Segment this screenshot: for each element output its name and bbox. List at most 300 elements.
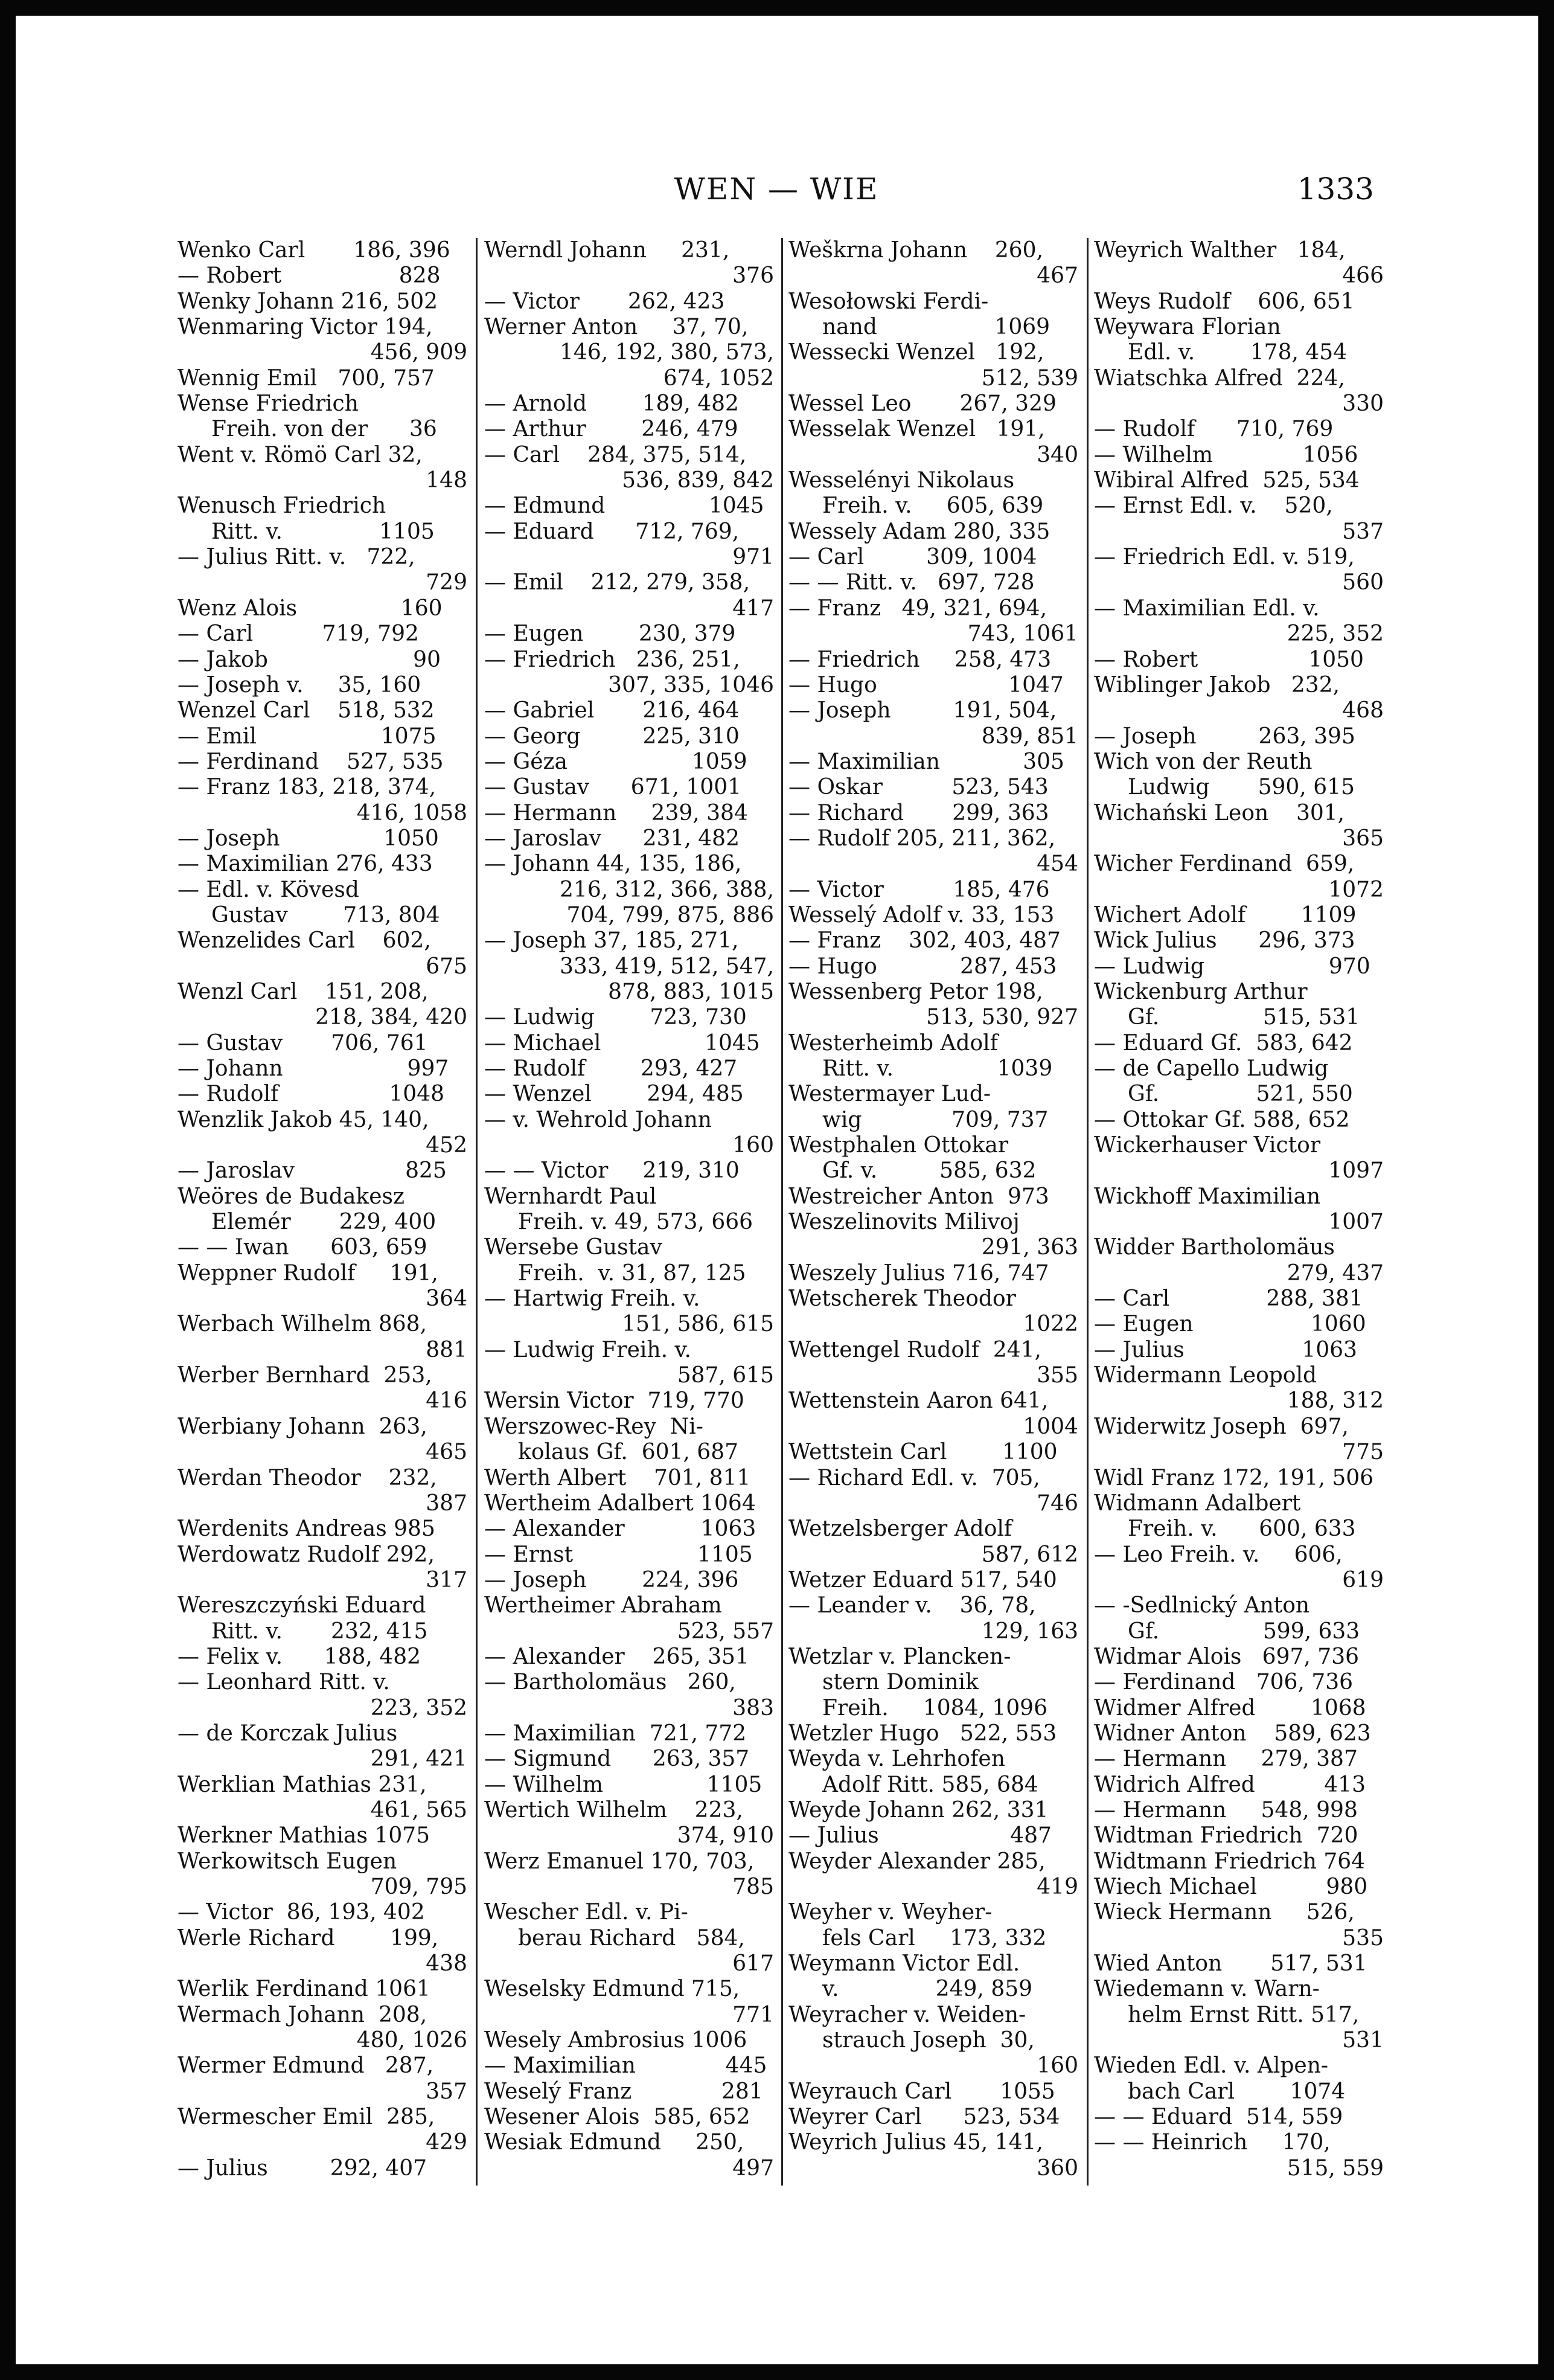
index-entry-line: bach Carl 1074 xyxy=(1128,2079,1346,2104)
index-entry-line: Wettenstein Aaron 641, xyxy=(788,1388,1049,1414)
index-entry-line: Weöres de Budakesz xyxy=(177,1184,404,1209)
index-entry-line: 704, 799, 875, 886 xyxy=(566,902,774,928)
index-entry-line: Werdenits Andreas 985 xyxy=(177,1516,435,1542)
index-entry-line: — Hermann 239, 384 xyxy=(484,800,748,826)
index-entry-line: 467 xyxy=(1037,263,1078,289)
index-entry-line: Widtmann Friedrich 764 xyxy=(1094,1849,1366,1874)
index-entry-line: 515, 559 xyxy=(1287,2155,1384,2181)
index-entry-line: — -Sedlnický Anton xyxy=(1094,1593,1310,1618)
index-entry-line: 416 xyxy=(426,1388,467,1414)
index-entry-line: Weszelinovits Milivoj xyxy=(788,1210,1020,1235)
index-entry-line: 709, 795 xyxy=(370,1875,467,1899)
index-entry-line: 1004 xyxy=(1023,1414,1078,1439)
index-entry-line: — v. Wehrold Johann xyxy=(484,1107,712,1132)
index-entry-line: Weywara Florian xyxy=(1094,315,1281,340)
index-entry-line: 383 xyxy=(732,1695,774,1721)
index-entry-line: 279, 437 xyxy=(1287,1260,1384,1286)
index-entry-line: 148 xyxy=(426,468,467,493)
index-entry-line: — — Heinrich 170, xyxy=(1094,2130,1331,2155)
index-entry-line: Widtman Friedrich 720 xyxy=(1094,1823,1358,1849)
index-entry-line: 743, 1061 xyxy=(967,621,1078,647)
index-entry-line: Weselý Franz 281 xyxy=(484,2079,763,2104)
index-entry-line: fels Carl 173, 332 xyxy=(822,1925,1047,1951)
index-entry-line: Wertich Wilhelm 223, xyxy=(484,1797,743,1823)
index-entry-line: — Joseph 224, 396 xyxy=(484,1567,739,1593)
index-entry-line: Werbiany Johann 263, xyxy=(177,1414,427,1439)
index-entry-line: Weškrna Johann 260, xyxy=(788,238,1044,263)
index-entry-line: — Victor 86, 193, 402 xyxy=(177,1900,425,1925)
index-entry-line: Wernhardt Paul xyxy=(484,1184,657,1209)
index-entry-line: — Hermann 279, 387 xyxy=(1094,1747,1358,1772)
index-entry-line: — Gabriel 216, 464 xyxy=(484,698,740,723)
index-entry-line: — Julius 487 xyxy=(788,1823,1052,1849)
index-entry-line: Weselsky Edmund 715, xyxy=(484,1977,740,2002)
index-entry-line: — Julius Ritt. v. 722, xyxy=(177,545,415,570)
index-entry-line: Werdan Theodor 232, xyxy=(177,1465,437,1490)
column-divider xyxy=(1087,238,1089,2186)
index-entry-line: — Rudolf 205, 211, 362, xyxy=(788,826,1056,851)
index-entry-line: Freih. v. 31, 87, 125 xyxy=(518,1260,746,1286)
index-entry-line: Adolf Ritt. 585, 684 xyxy=(822,1772,1038,1797)
index-entry-line: — Hermann 548, 998 xyxy=(1094,1797,1358,1823)
index-entry-line: — Ottokar Gf. 588, 652 xyxy=(1094,1107,1350,1132)
index-entry-line: — Johann 997 xyxy=(177,1056,449,1081)
index-column-4 xyxy=(1094,238,1384,2186)
index-entry-line: 537 xyxy=(1342,519,1384,544)
index-entry-line: 523, 557 xyxy=(677,1618,774,1644)
index-entry-line: Westreicher Anton 973 xyxy=(788,1184,1049,1209)
index-entry-line: — Ferdinand 527, 535 xyxy=(177,749,444,774)
index-entry-line: Wenko Carl 186, 396 xyxy=(177,238,450,263)
index-entry-line: — Friedrich Edl. v. 519, xyxy=(1094,545,1355,570)
index-entry-line: Wicher Ferdinand 659, xyxy=(1094,852,1355,877)
index-entry-line: — Ferdinand 706, 736 xyxy=(1094,1670,1354,1695)
index-entry-line: 330 xyxy=(1342,391,1384,417)
index-entry-line: Weyrauch Carl 1055 xyxy=(788,2079,1055,2104)
index-entry-line: — Friedrich 236, 251, xyxy=(484,647,740,672)
index-entry-line: Westphalen Ottokar xyxy=(788,1133,1009,1158)
index-entry-line: 881 xyxy=(426,1337,467,1362)
index-entry-line: — Sigmund 263, 357 xyxy=(484,1747,750,1772)
index-entry-line: — Jakob 90 xyxy=(177,647,441,672)
index-entry-line: 674, 1052 xyxy=(663,365,774,391)
index-entry-line: — — Eduard 514, 559 xyxy=(1094,2105,1343,2130)
index-entry-line: Wertheimer Abraham xyxy=(484,1593,722,1618)
index-entry-line: Wetzler Hugo 522, 553 xyxy=(788,1721,1057,1746)
index-entry-line: Wescher Edl. v. Pi- xyxy=(484,1900,688,1925)
index-entry-line: 617 xyxy=(732,1951,774,1977)
index-entry-line: 839, 851 xyxy=(981,723,1078,749)
index-entry-line: Wieck Hermann 526, xyxy=(1094,1900,1355,1925)
column-divider xyxy=(476,238,478,2186)
index-entry-line: 151, 586, 615 xyxy=(622,1312,774,1337)
index-entry-line: Widrich Alfred 413 xyxy=(1094,1772,1366,1797)
index-entry-line: — Jaroslav 825 xyxy=(177,1158,447,1184)
index-entry-line: Wich von der Reuth xyxy=(1094,749,1313,774)
index-entry-line: Widl Franz 172, 191, 506 xyxy=(1094,1465,1374,1490)
index-entry-line: — Ernst Edl. v. 520, xyxy=(1094,493,1333,519)
index-entry-line: Wetscherek Theodor xyxy=(788,1286,1016,1312)
index-entry-line: Weppner Rudolf 191, xyxy=(177,1260,438,1286)
index-entry-line: Westermayer Lud- xyxy=(788,1082,991,1107)
index-entry-line: Wermescher Emil 285, xyxy=(177,2105,435,2130)
index-entry-line: 468 xyxy=(1342,698,1384,723)
index-entry-line: Wenmaring Victor 194, xyxy=(177,315,433,340)
index-entry-line: — Wenzel 294, 485 xyxy=(484,1082,744,1107)
index-entry-line: Wesely Ambrosius 1006 xyxy=(484,2028,747,2053)
index-entry-line: — Franz 49, 321, 694, xyxy=(788,595,1047,621)
index-entry-line: Weys Rudolf 606, 651 xyxy=(1094,289,1355,314)
index-column-1 xyxy=(177,238,467,2186)
index-entry-line: 357 xyxy=(426,2079,467,2104)
index-entry-line: Wersin Victor 719, 770 xyxy=(484,1388,744,1414)
index-entry-line: Werkner Mathias 1075 xyxy=(177,1823,430,1849)
index-entry-line: Wesselý Adolf v. 33, 153 xyxy=(788,902,1055,928)
index-entry-line: 438 xyxy=(426,1951,467,1977)
index-entry-line: — Leonhard Ritt. v. xyxy=(177,1670,390,1695)
index-entry-line: 587, 612 xyxy=(981,1542,1078,1567)
page-header xyxy=(16,165,1554,214)
index-entry-line: Werz Emanuel 170, 703, xyxy=(484,1849,755,1874)
index-entry-line: — Eugen 230, 379 xyxy=(484,621,736,647)
index-entry-line: 307, 335, 1046 xyxy=(608,672,774,698)
index-entry-line: — Maximilian 305 xyxy=(788,749,1064,774)
index-entry-line: 461, 565 xyxy=(370,1797,467,1823)
index-entry-line: 355 xyxy=(1037,1363,1078,1388)
index-entry-line: Widermann Leopold xyxy=(1094,1363,1317,1388)
index-entry-line: — Joseph 191, 504, xyxy=(788,698,1057,723)
index-entry-line: — Arnold 189, 482 xyxy=(484,391,739,417)
index-entry-line: — Leander v. 36, 78, xyxy=(788,1593,1036,1618)
index-entry-line: 512, 539 xyxy=(981,365,1078,391)
index-entry-line: Ritt. v. 232, 415 xyxy=(211,1618,428,1644)
index-entry-line: 587, 615 xyxy=(677,1363,774,1388)
index-entry-line: Wiedemann v. Warn- xyxy=(1094,1977,1320,2002)
index-entry-line: — Bartholomäus 260, xyxy=(484,1670,736,1695)
index-entry-line: — Rudolf 293, 427 xyxy=(484,1056,738,1081)
index-entry-line: Wettstein Carl 1100 xyxy=(788,1440,1058,1465)
index-entry-line: — Joseph v. 35, 160 xyxy=(177,672,421,698)
index-entry-line: Werle Richard 199, xyxy=(177,1925,439,1951)
index-entry-line: — de Capello Ludwig xyxy=(1094,1056,1329,1081)
index-entry-line: 223, 352 xyxy=(370,1695,467,1721)
index-entry-line: — Alexander 1063 xyxy=(484,1516,756,1542)
index-entry-line: 536, 839, 842 xyxy=(622,468,774,493)
index-entry-line: — Richard 299, 363 xyxy=(788,800,1049,826)
index-entry-line: — Alexander 265, 351 xyxy=(484,1644,749,1669)
index-entry-line: — Eduard 712, 769, xyxy=(484,519,740,544)
index-entry-line: 333, 419, 512, 547, xyxy=(560,954,774,979)
index-entry-line: 729 xyxy=(426,570,467,595)
index-entry-line: 419 xyxy=(1037,1875,1078,1899)
index-entry-line: — Oskar 523, 543 xyxy=(788,775,1049,800)
index-entry-line: — Carl 284, 375, 514, xyxy=(484,442,747,467)
index-entry-line: Wibiral Alfred 525, 534 xyxy=(1094,468,1360,493)
index-entry-line: Werklian Mathias 231, xyxy=(177,1772,427,1797)
index-entry-line: Wermach Johann 208, xyxy=(177,2002,427,2027)
index-entry-line: Widmann Adalbert xyxy=(1094,1490,1301,1516)
index-entry-line: Wettengel Rudolf 241, xyxy=(788,1337,1041,1362)
index-entry-line: Weyracher v. Weiden- xyxy=(788,2002,1026,2027)
index-entry-line: — Ludwig Freih. v. xyxy=(484,1337,691,1362)
index-entry-line: Wied Anton 517, 531 xyxy=(1094,1951,1367,1977)
index-entry-line: Wense Friedrich xyxy=(177,391,359,417)
index-entry-line: — Richard Edl. v. 705, xyxy=(788,1465,1040,1490)
index-entry-line: Weymann Victor Edl. xyxy=(788,1951,1020,1977)
index-entry-line: Ludwig 590, 615 xyxy=(1128,775,1355,800)
index-entry-line: — Friedrich 258, 473 xyxy=(788,647,1052,672)
index-entry-line: — Maximilian 276, 433 xyxy=(177,852,433,877)
index-entry-line: Freih. v. 605, 639 xyxy=(822,493,1044,519)
index-entry-line: Widner Anton 589, 623 xyxy=(1094,1721,1371,1746)
index-entry-line: 374, 910 xyxy=(677,1823,774,1849)
index-entry-line: 376 xyxy=(732,263,774,289)
index-entry-line: Weyrich Walther 184, xyxy=(1094,238,1346,263)
index-entry-line: 456, 909 xyxy=(370,340,467,365)
index-entry-line: 878, 883, 1015 xyxy=(608,979,774,1004)
index-entry-line: — Joseph 37, 185, 271, xyxy=(484,928,739,954)
index-entry-line: berau Richard 584, xyxy=(518,1925,745,1951)
index-entry-line: — — Iwan 603, 659 xyxy=(177,1235,427,1260)
index-entry-line: Wennig Emil 700, 757 xyxy=(177,365,435,391)
index-entry-line: 560 xyxy=(1342,570,1384,595)
index-entry-line: — Eduard Gf. 583, 642 xyxy=(1094,1030,1353,1056)
index-entry-line: — — Ritt. v. 697, 728 xyxy=(788,570,1035,595)
index-entry-line: 146, 192, 380, 573, xyxy=(560,340,774,365)
index-entry-line: 160 xyxy=(1037,2053,1078,2079)
index-entry-line: 531 xyxy=(1342,2028,1384,2053)
index-entry-line: Weyher v. Weyher- xyxy=(788,1900,993,1925)
index-entry-line: 513, 530, 927 xyxy=(926,1005,1078,1030)
index-entry-line: 225, 352 xyxy=(1287,621,1384,647)
index-entry-line: — — Victor 219, 310 xyxy=(484,1158,740,1184)
index-entry-line: Gf. 599, 633 xyxy=(1128,1618,1360,1644)
index-entry-line: Wesener Alois 585, 652 xyxy=(484,2105,750,2130)
index-entry-line: Werszowec-Rey Ni- xyxy=(484,1414,703,1439)
index-entry-line: 387 xyxy=(426,1490,467,1516)
running-head: WEN — WIE xyxy=(674,172,879,207)
index-entry-line: 317 xyxy=(426,1567,467,1593)
index-entry-line: — Victor 262, 423 xyxy=(484,289,725,314)
index-entry-line: — Géza 1059 xyxy=(484,749,747,774)
index-entry-line: — Ludwig 723, 730 xyxy=(484,1005,747,1030)
index-entry-line: Wiblinger Jakob 232, xyxy=(1094,672,1340,698)
index-entry-line: Widerwitz Joseph 697, xyxy=(1094,1414,1349,1439)
index-entry-line: Widmer Alfred 1068 xyxy=(1094,1695,1366,1721)
index-entry-line: 535 xyxy=(1342,1925,1384,1951)
index-entry-line: Freih. 1084, 1096 xyxy=(822,1695,1047,1721)
index-entry-line: 771 xyxy=(732,2002,774,2027)
index-entry-line: Werlik Ferdinand 1061 xyxy=(177,1977,430,2002)
index-entry-line: — Edl. v. Kövesd xyxy=(177,877,359,902)
index-entry-line: Ritt. v. 1039 xyxy=(822,1056,1053,1081)
index-entry-line: 416, 1058 xyxy=(356,800,467,826)
index-entry-line: 129, 163 xyxy=(981,1618,1078,1644)
index-entry-line: Werbach Wilhelm 868, xyxy=(177,1312,427,1337)
index-entry-line: — Julius 292, 407 xyxy=(177,2155,427,2181)
index-entry-line: Wickenburg Arthur xyxy=(1094,979,1308,1004)
index-entry-line: Wesselényi Nikolaus xyxy=(788,468,1015,493)
index-entry-line: Wichert Adolf 1109 xyxy=(1094,902,1357,928)
index-entry-line: Elemér 229, 400 xyxy=(211,1210,436,1235)
index-entry-line: 465 xyxy=(426,1440,467,1465)
index-entry-line: strauch Joseph 30, xyxy=(822,2028,1035,2053)
index-entry-line: — Johann 44, 135, 186, xyxy=(484,852,742,877)
index-entry-line: — Victor 185, 476 xyxy=(788,877,1050,902)
index-entry-line: Wessel Leo 267, 329 xyxy=(788,391,1057,417)
index-entry-line: 480, 1026 xyxy=(356,2028,467,2053)
index-entry-line: Wenzl Carl 151, 208, xyxy=(177,979,429,1004)
index-entry-line: — Robert 828 xyxy=(177,263,441,289)
index-entry-line: Widmar Alois 697, 736 xyxy=(1094,1644,1359,1669)
index-entry-line: — Leo Freih. v. 606, xyxy=(1094,1542,1343,1567)
index-columns xyxy=(177,238,1384,2186)
index-entry-line: Wenky Johann 216, 502 xyxy=(177,289,438,314)
index-entry-line: — Franz 302, 403, 487 xyxy=(788,928,1061,954)
index-entry-line: — Ludwig 970 xyxy=(1094,954,1370,979)
index-entry-line: 417 xyxy=(732,595,774,621)
index-entry-line: 365 xyxy=(1342,826,1384,851)
index-entry-line: Westerheimb Adolf xyxy=(788,1030,999,1056)
index-entry-line: Wessenberg Petor 198, xyxy=(788,979,1043,1004)
index-entry-line: Gf. v. 585, 632 xyxy=(822,1158,1037,1184)
index-entry-line: kolaus Gf. 601, 687 xyxy=(518,1440,739,1465)
index-entry-line: 364 xyxy=(426,1286,467,1312)
index-entry-line: Wichański Leon 301, xyxy=(1094,800,1345,826)
index-entry-line: Wenzlik Jakob 45, 140, xyxy=(177,1107,429,1132)
index-entry-line: Widder Bartholomäus xyxy=(1094,1235,1335,1260)
index-entry-line: — Wilhelm 1056 xyxy=(1094,442,1358,467)
index-entry-line: — Joseph 263, 395 xyxy=(1094,723,1355,749)
index-entry-line: — Arthur 246, 479 xyxy=(484,417,738,442)
index-entry-line: Wickhoff Maximilian xyxy=(1094,1184,1321,1209)
index-entry-line: 1007 xyxy=(1328,1210,1384,1235)
index-entry-line: stern Dominik xyxy=(822,1670,979,1695)
index-entry-line: 454 xyxy=(1037,852,1078,877)
index-entry-line: — Hugo 287, 453 xyxy=(788,954,1057,979)
index-entry-line: — Carl 719, 792 xyxy=(177,621,419,647)
index-entry-line: nand 1069 xyxy=(822,315,1050,340)
index-entry-line: Wieden Edl. v. Alpen- xyxy=(1094,2053,1329,2079)
index-entry-line: Weszely Julius 716, 747 xyxy=(788,1260,1049,1286)
index-entry-line: Wermer Edmund 287, xyxy=(177,2053,434,2079)
index-entry-line: Werdowatz Rudolf 292, xyxy=(177,1542,435,1567)
index-entry-line: 466 xyxy=(1342,263,1384,289)
index-entry-line: 291, 363 xyxy=(981,1235,1078,1260)
column-divider xyxy=(781,238,783,2186)
index-entry-line: 218, 384, 420 xyxy=(315,1005,467,1030)
index-entry-line: Weyda v. Lehrhofen xyxy=(788,1747,1005,1772)
index-entry-line: 619 xyxy=(1342,1567,1384,1593)
index-entry-line: — Julius 1063 xyxy=(1094,1337,1357,1362)
index-entry-line: — Jaroslav 231, 482 xyxy=(484,826,740,851)
index-entry-line: 497 xyxy=(732,2155,774,2181)
index-entry-line: — Robert 1050 xyxy=(1094,647,1364,672)
index-entry-line: 452 xyxy=(426,1133,467,1158)
index-entry-line: 1022 xyxy=(1023,1312,1078,1337)
index-entry-line: Werth Albert 701, 811 xyxy=(484,1465,751,1490)
index-entry-line: Weyrer Carl 523, 534 xyxy=(788,2105,1060,2130)
index-entry-line: Wersebe Gustav xyxy=(484,1235,662,1260)
index-entry-line: — Maximilian Edl. v. xyxy=(1094,595,1320,621)
index-entry-line: Wetzelsberger Adolf xyxy=(788,1516,1012,1542)
index-entry-line: Wenzel Carl 518, 532 xyxy=(177,698,435,723)
index-entry-line: 746 xyxy=(1037,1490,1078,1516)
index-entry-line: Weyrich Julius 45, 141, xyxy=(788,2130,1043,2155)
index-column-3 xyxy=(788,238,1078,2186)
index-entry-line: Gf. 515, 531 xyxy=(1128,1005,1360,1030)
index-entry-line: — Edmund 1045 xyxy=(484,493,764,519)
index-entry-line: Wetzlar v. Plancken- xyxy=(788,1644,1011,1669)
index-entry-line: — Georg 225, 310 xyxy=(484,723,740,749)
index-entry-line: Wereszczyński Eduard xyxy=(177,1593,426,1618)
index-entry-line: 1072 xyxy=(1328,877,1384,902)
index-entry-line: 216, 312, 366, 388, xyxy=(560,877,774,902)
index-entry-line: Wickerhauser Victor xyxy=(1094,1133,1321,1158)
index-entry-line: Gf. 521, 550 xyxy=(1128,1082,1353,1107)
index-entry-line: — Emil 1075 xyxy=(177,723,436,749)
index-entry-line: Werner Anton 37, 70, xyxy=(484,315,749,340)
index-entry-line: Wesołowski Ferdi- xyxy=(788,289,989,314)
index-entry-line: helm Ernst Ritt. 517, xyxy=(1128,2002,1360,2027)
index-entry-line: 340 xyxy=(1037,442,1078,467)
index-entry-line: Wenzelides Carl 602, xyxy=(177,928,431,954)
index-entry-line: 1097 xyxy=(1328,1158,1384,1184)
index-entry-line: 775 xyxy=(1342,1440,1384,1465)
page-number: 1333 xyxy=(1297,172,1374,207)
index-entry-line: Gustav 713, 804 xyxy=(211,902,440,928)
index-column-2 xyxy=(484,238,774,2186)
index-entry-line: — Joseph 1050 xyxy=(177,826,439,851)
index-entry-line: — Michael 1045 xyxy=(484,1030,760,1056)
index-entry-line: — de Korczak Julius xyxy=(177,1721,398,1746)
index-entry-line: Wessely Adam 280, 335 xyxy=(788,519,1050,544)
index-entry-line: Wessecki Wenzel 192, xyxy=(788,340,1044,365)
index-entry-line: — Rudolf 1048 xyxy=(177,1082,445,1107)
index-entry-line: 188, 312 xyxy=(1287,1388,1384,1414)
index-entry-line: 675 xyxy=(426,954,467,979)
index-entry-line: Went v. Römö Carl 32, xyxy=(177,442,423,467)
index-entry-line: Weyder Alexander 285, xyxy=(788,1849,1046,1874)
index-entry-line: v. 249, 859 xyxy=(822,1977,1033,2002)
index-entry-line: 785 xyxy=(732,1875,774,1899)
index-entry-line: Freih. v. 600, 633 xyxy=(1128,1516,1356,1542)
index-entry-line: 360 xyxy=(1037,2155,1078,2181)
index-entry-line: Wesselak Wenzel 191, xyxy=(788,417,1045,442)
index-entry-line: — Carl 288, 381 xyxy=(1094,1286,1363,1312)
index-entry-line: — Maximilian 445 xyxy=(484,2053,767,2079)
index-entry-line: Freih. v. 49, 573, 666 xyxy=(518,1210,753,1235)
index-entry-line: — Rudolf 710, 769 xyxy=(1094,417,1334,442)
index-entry-line: Wetzer Eduard 517, 540 xyxy=(788,1567,1057,1593)
index-entry-line: Edl. v. 178, 454 xyxy=(1128,340,1348,365)
index-entry-line: Wertheim Adalbert 1064 xyxy=(484,1490,756,1516)
index-entry-line: — Felix v. 188, 482 xyxy=(177,1644,421,1669)
index-entry-line: Freih. von der 36 xyxy=(211,417,437,442)
index-entry-line: 291, 421 xyxy=(370,1747,467,1772)
index-entry-line: — Eugen 1060 xyxy=(1094,1312,1366,1337)
index-entry-line: — Maximilian 721, 772 xyxy=(484,1721,747,1746)
index-entry-line: Weyde Johann 262, 331 xyxy=(788,1797,1049,1823)
index-entry-line: — Wilhelm 1105 xyxy=(484,1772,763,1797)
index-entry-line: wig 709, 737 xyxy=(822,1107,1049,1132)
index-entry-line: — Carl 309, 1004 xyxy=(788,545,1037,570)
index-entry-line: Werndl Johann 231, xyxy=(484,238,730,263)
index-entry-line: Wiech Michael 980 xyxy=(1094,1875,1368,1899)
index-entry-line: Wenz Alois 160 xyxy=(177,595,443,621)
index-entry-line: Wick Julius 296, 373 xyxy=(1094,928,1355,954)
index-entry-line: — Franz 183, 218, 374, xyxy=(177,775,436,800)
